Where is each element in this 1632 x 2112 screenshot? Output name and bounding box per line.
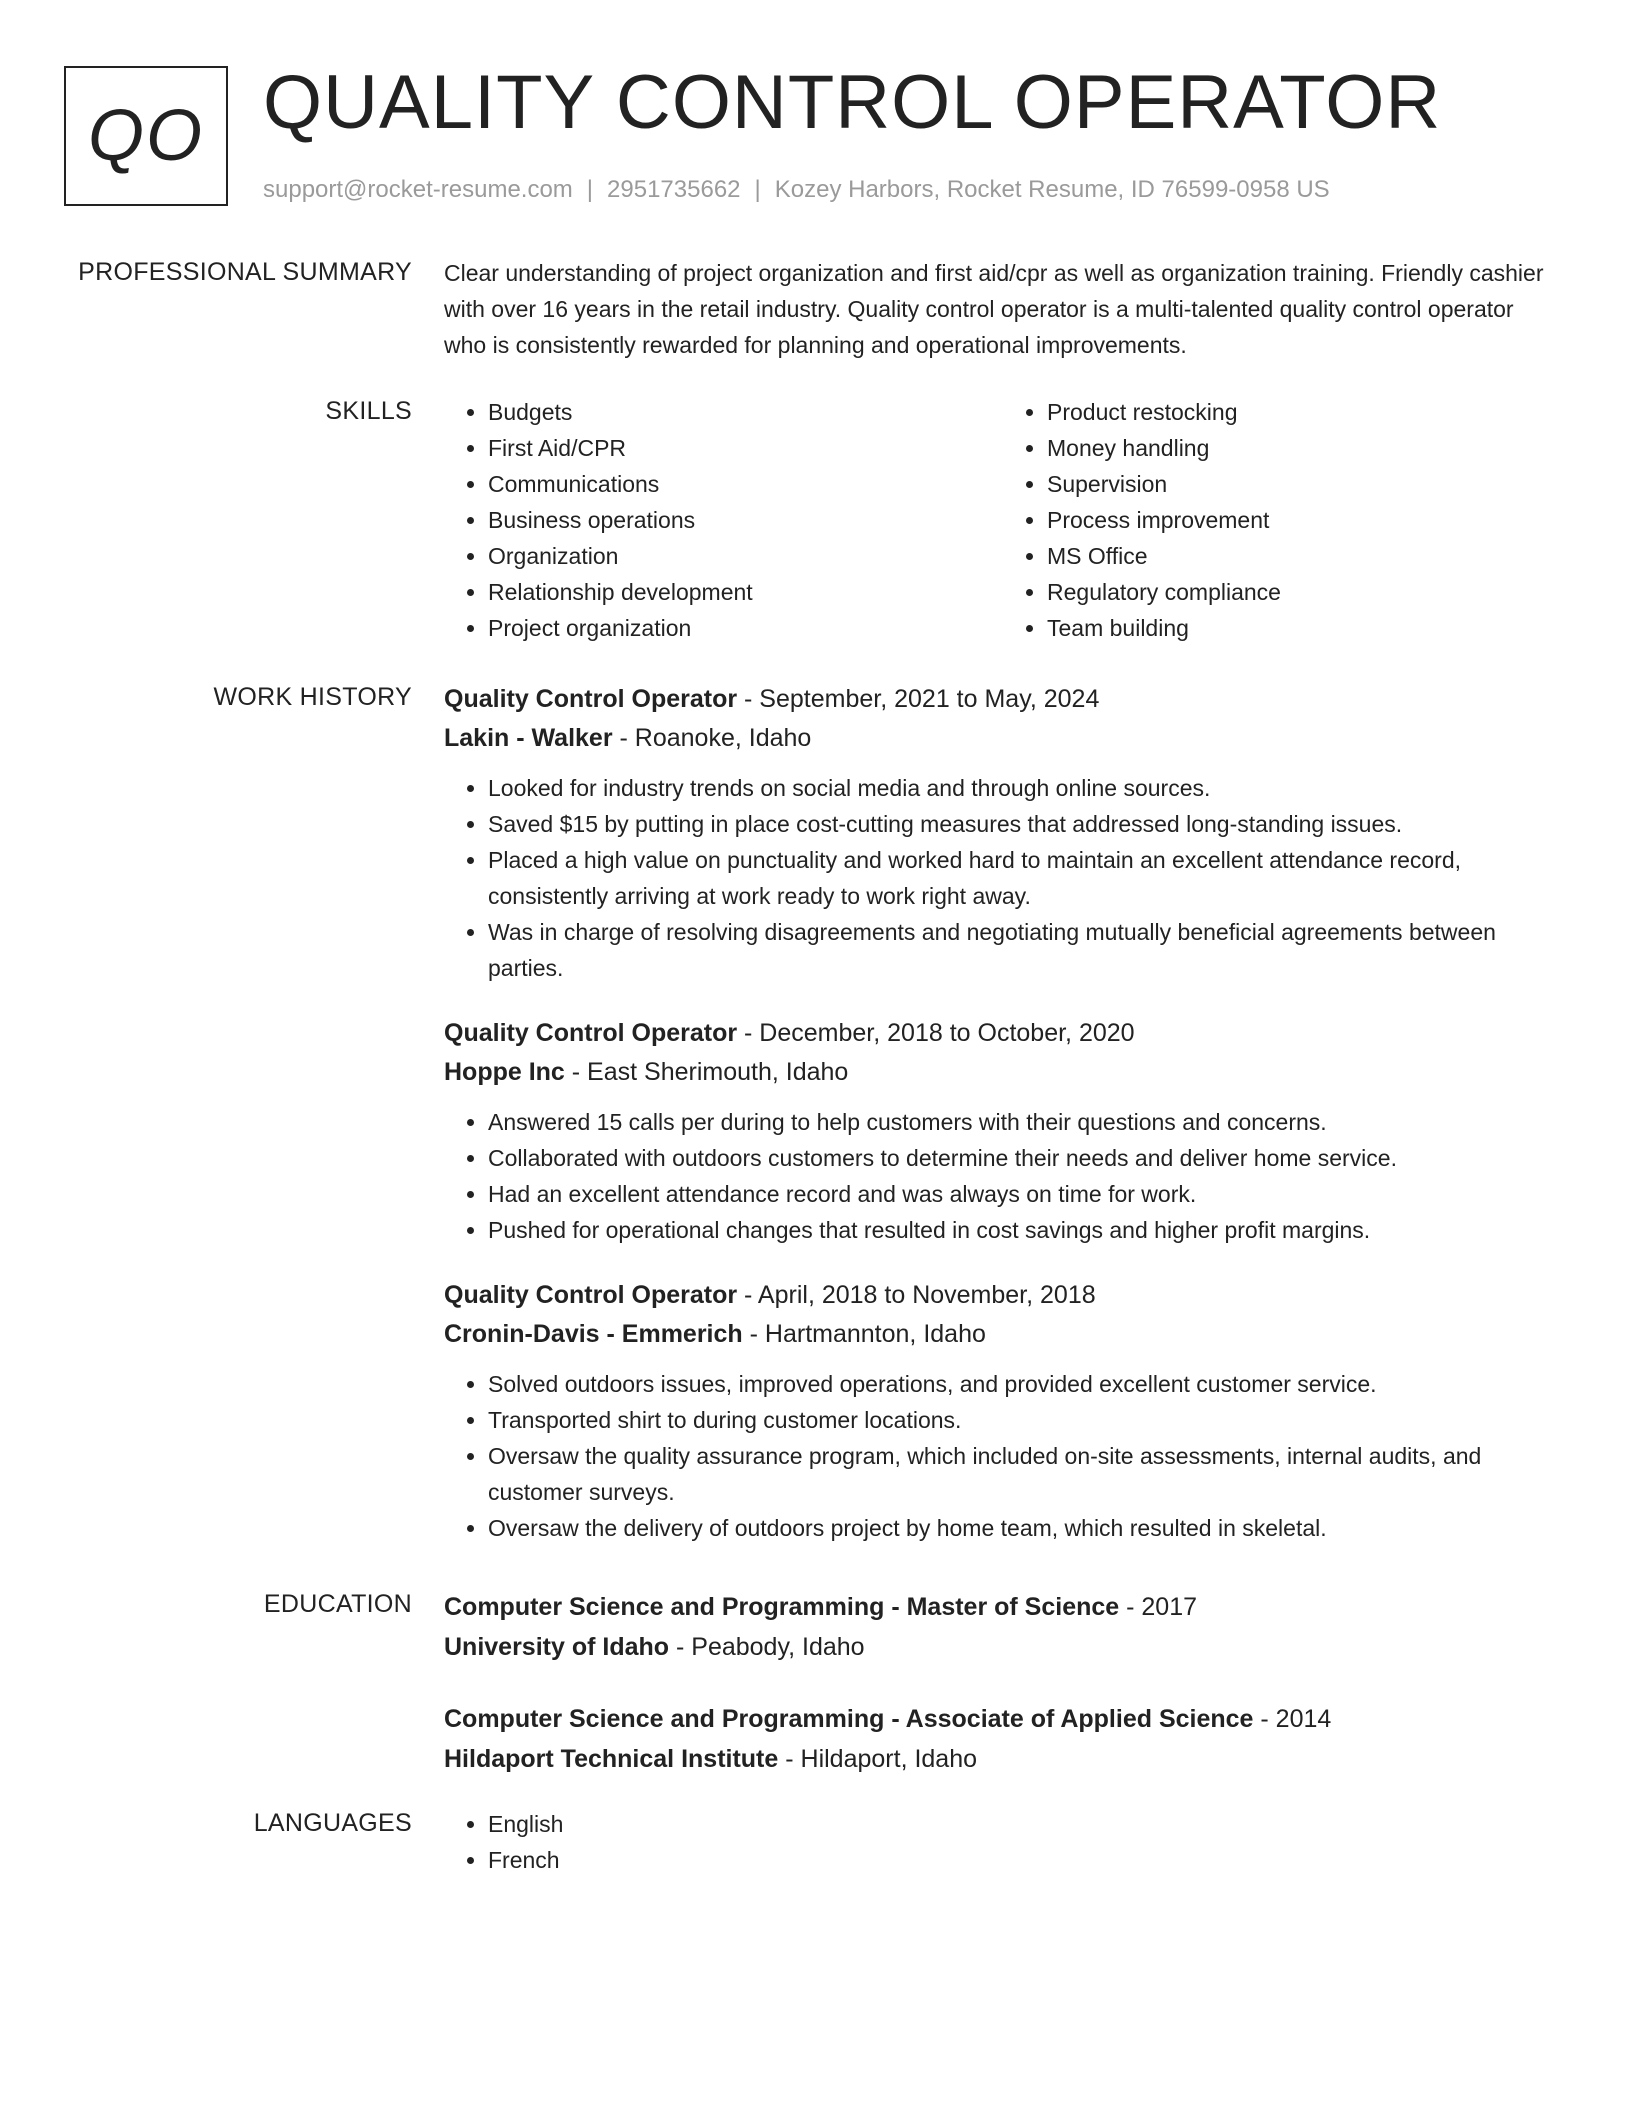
education-school-line — [444, 1627, 1562, 1667]
work-history-heading: WORK HISTORY — [213, 683, 412, 711]
job-bullet: • Collaborated with outdoors customers to determine their needs and deliver home service. — [488, 1140, 1562, 1176]
language-item: • English — [488, 1806, 1562, 1842]
resume-name: QUALITY CONTROL OPERATOR — [263, 60, 1442, 145]
skill-item: • Product restocking — [1047, 394, 1562, 430]
job-entry — [444, 1276, 1562, 1546]
job-location: - Hartmannton, Idaho — [742, 1320, 986, 1348]
job-bullet: • Pushed for operational changes that resulted in cost savings and higher profit margins. — [488, 1212, 1562, 1248]
contact-separator: | — [754, 176, 761, 203]
contact-line — [263, 174, 1593, 206]
skill-item: • First Aid/CPR — [488, 430, 1003, 466]
job-title-line — [444, 1276, 1562, 1315]
monogram: QO — [87, 96, 204, 176]
education-degree-line — [444, 1587, 1562, 1627]
languages-body — [444, 1806, 1562, 1878]
job-title: Quality Control Operator — [444, 685, 738, 713]
job-title: Quality Control Operator — [444, 1281, 738, 1309]
education-school: Hildaport Technical Institute — [444, 1745, 779, 1773]
contact-email: support@rocket-resume.com — [263, 176, 573, 203]
job-employer: Hoppe Inc — [444, 1058, 565, 1086]
languages-heading: LANGUAGES — [253, 1809, 412, 1837]
job-bullet: • Looked for industry trends on social media and through online sources. — [488, 770, 1562, 806]
education-body — [444, 1587, 1562, 1811]
job-entry — [444, 680, 1562, 986]
skills-list-left — [444, 394, 1003, 646]
skill-item: • Business operations — [488, 502, 1003, 538]
summary-heading: PROFESSIONAL SUMMARY — [78, 258, 412, 286]
job-title: Quality Control Operator — [444, 1019, 738, 1047]
education-heading: EDUCATION — [263, 1590, 412, 1618]
job-location: - Roanoke, Idaho — [612, 724, 812, 752]
contact-phone: 2951735662 — [607, 176, 741, 203]
skill-item: • Team building — [1047, 610, 1562, 646]
skills-list-right — [1003, 394, 1562, 646]
education-school-line — [444, 1739, 1562, 1779]
languages-list — [444, 1806, 1562, 1878]
job-bullet: • Saved $15 by putting in place cost-cutting measures that addressed long-standing issues. — [488, 806, 1562, 842]
summary-text: Clear understanding of project organization and first aid/cpr as well as organization training. Friendly cashier with over 16 years in the retail industry. Quality control operator is a multi-talented quality control operator who is consistently rewarded for planning and operational improvements. — [444, 260, 1544, 358]
work-history-body — [444, 680, 1562, 1566]
job-employer: Cronin-Davis - Emmerich — [444, 1320, 743, 1348]
skill-item: • Money handling — [1047, 430, 1562, 466]
skill-item: • Budgets — [488, 394, 1003, 430]
education-location: - Hildaport, Idaho — [778, 1745, 978, 1773]
education-year: - 2014 — [1253, 1705, 1332, 1733]
job-dates: - December, 2018 to October, 2020 — [737, 1019, 1135, 1047]
skills-heading: SKILLS — [325, 397, 412, 425]
job-bullets — [444, 1366, 1562, 1546]
education-year: - 2017 — [1119, 1593, 1198, 1621]
job-location: - East Sherimouth, Idaho — [564, 1058, 849, 1086]
job-employer: Lakin - Walker — [444, 724, 613, 752]
skill-item: • Organization — [488, 538, 1003, 574]
job-bullet: • Transported shirt to during customer locations. — [488, 1402, 1562, 1438]
skill-item: • Supervision — [1047, 466, 1562, 502]
job-bullets — [444, 1104, 1562, 1248]
job-dates: - September, 2021 to May, 2024 — [737, 685, 1100, 713]
education-degree: Computer Science and Programming - Associate of Applied Science — [444, 1705, 1254, 1733]
education-location: - Peabody, Idaho — [669, 1633, 865, 1661]
job-bullet: • Had an excellent attendance record and was always on time for work. — [488, 1176, 1562, 1212]
skills-body — [444, 394, 1562, 646]
job-title-line — [444, 680, 1562, 719]
job-bullet: • Oversaw the delivery of outdoors project by home team, which resulted in skeletal. — [488, 1510, 1562, 1546]
education-entry — [444, 1699, 1562, 1779]
skill-item: • Project organization — [488, 610, 1003, 646]
job-employer-line — [444, 1315, 1562, 1354]
education-degree: Computer Science and Programming - Master of Science — [444, 1593, 1120, 1621]
contact-address: Kozey Harbors, Rocket Resume, ID 76599-0958 US — [774, 176, 1330, 203]
job-bullet: • Answered 15 calls per during to help customers with their questions and concerns. — [488, 1104, 1562, 1140]
contact-separator: | — [586, 176, 594, 203]
job-bullets — [444, 770, 1562, 986]
job-entry — [444, 1014, 1562, 1248]
skill-item: • Communications — [488, 466, 1003, 502]
job-bullet: • Was in charge of resolving disagreements and negotiating mutually beneficial agreements between parties. — [488, 914, 1562, 986]
job-bullet: • Oversaw the quality assurance program, which included on-site assessments, internal audits, and customer surveys. — [488, 1438, 1562, 1510]
monogram-box — [64, 66, 228, 206]
job-bullet: • Solved outdoors issues, improved operations, and provided excellent customer service. — [488, 1366, 1562, 1402]
language-item: • French — [488, 1842, 1562, 1878]
job-employer-line — [444, 719, 1562, 758]
job-dates: - April, 2018 to November, 2018 — [737, 1281, 1096, 1309]
education-entry — [444, 1587, 1562, 1667]
skill-item: • Regulatory compliance — [1047, 574, 1562, 610]
skill-item: • Process improvement — [1047, 502, 1562, 538]
summary-body — [444, 255, 1562, 363]
job-title-line — [444, 1014, 1562, 1053]
skill-item: • Relationship development — [488, 574, 1003, 610]
job-employer-line — [444, 1053, 1562, 1092]
job-bullet: • Placed a high value on punctuality and worked hard to maintain an excellent attendance record, consistently arriving at work ready to work right away. — [488, 842, 1562, 914]
education-school: University of Idaho — [444, 1633, 670, 1661]
skill-item: • MS Office — [1047, 538, 1562, 574]
education-degree-line — [444, 1699, 1562, 1739]
